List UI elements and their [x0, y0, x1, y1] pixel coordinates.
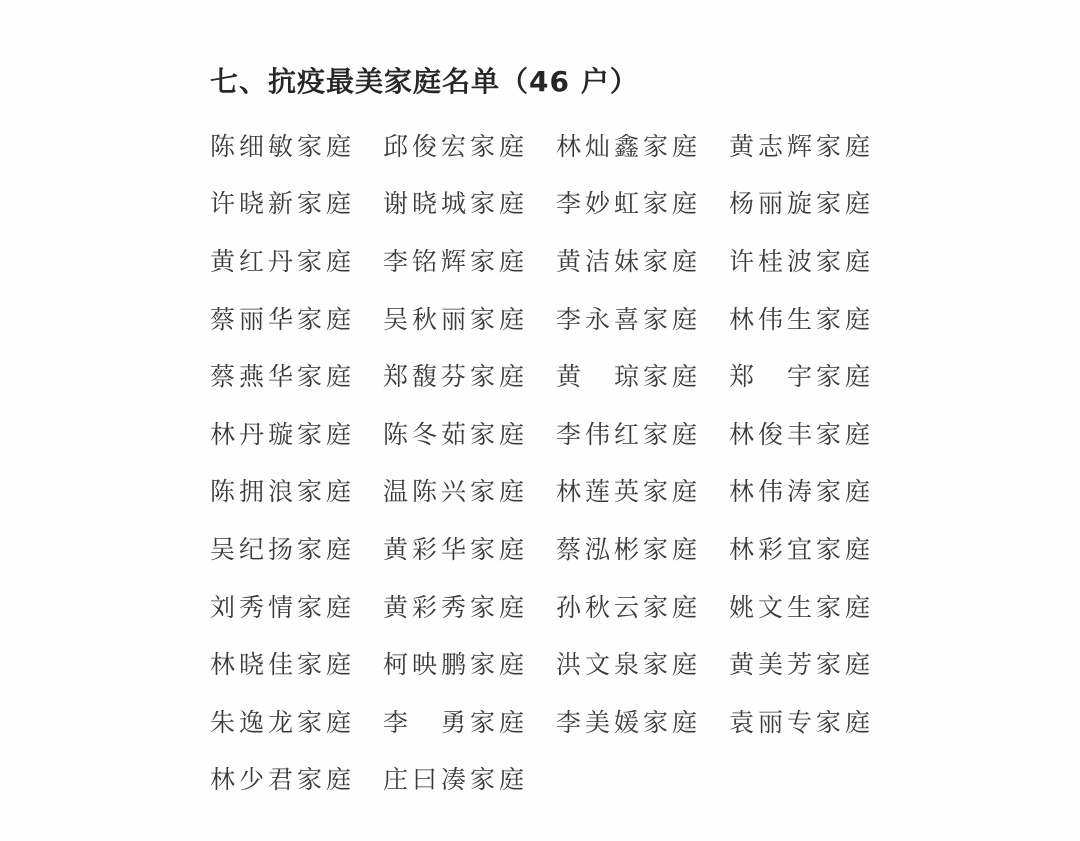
- family-name: 庄曰凑家庭: [383, 765, 529, 795]
- family-name: 邱俊宏家庭: [383, 131, 529, 161]
- family-name: 吴纪扬家庭: [210, 534, 356, 564]
- family-name-list: [210, 118, 902, 809]
- family-name: 黄美芳家庭: [729, 650, 875, 680]
- family-name: 许桂波家庭: [729, 246, 875, 276]
- family-name: 林伟生家庭: [729, 304, 875, 334]
- family-name: 林伟涛家庭: [729, 477, 875, 507]
- family-name: 黄彩华家庭: [383, 534, 529, 564]
- family-name: 温陈兴家庭: [383, 477, 529, 507]
- family-name: 蔡泓彬家庭: [556, 534, 702, 564]
- family-name: 黄志辉家庭: [729, 131, 875, 161]
- family-name: 陈冬茹家庭: [383, 419, 529, 449]
- family-name: 郑 宇家庭: [729, 362, 875, 392]
- family-name: 孙秋云家庭: [556, 592, 702, 622]
- family-name: 林灿鑫家庭: [556, 131, 702, 161]
- family-name: 陈细敏家庭: [210, 131, 356, 161]
- family-name: 许晓新家庭: [210, 189, 356, 219]
- family-name: 李 勇家庭: [383, 707, 529, 737]
- family-name: 姚文生家庭: [729, 592, 875, 622]
- family-name: 林莲英家庭: [556, 477, 702, 507]
- family-name: 林少君家庭: [210, 765, 356, 795]
- family-name: 刘秀情家庭: [210, 592, 356, 622]
- family-name: 李永喜家庭: [556, 304, 702, 334]
- family-name: 黄洁妹家庭: [556, 246, 702, 276]
- family-name: 袁丽专家庭: [729, 707, 875, 737]
- family-name: 洪文泉家庭: [556, 650, 702, 680]
- family-name: 杨丽旋家庭: [729, 189, 875, 219]
- section-title: 七、抗疫最美家庭名单（46 户）: [210, 65, 639, 98]
- family-name: 柯映鹏家庭: [383, 650, 529, 680]
- family-name: 蔡燕华家庭: [210, 362, 356, 392]
- family-name: 林彩宜家庭: [729, 534, 875, 564]
- family-name: 李伟红家庭: [556, 419, 702, 449]
- family-name: 李铭辉家庭: [383, 246, 529, 276]
- family-name: 朱逸龙家庭: [210, 707, 356, 737]
- family-name: 黄彩秀家庭: [383, 592, 529, 622]
- family-name: 黄红丹家庭: [210, 246, 356, 276]
- family-name: 黄 琼家庭: [556, 362, 702, 392]
- family-name: 谢晓城家庭: [383, 189, 529, 219]
- family-name: 吴秋丽家庭: [383, 304, 529, 334]
- family-name: 林丹璇家庭: [210, 419, 356, 449]
- family-name: 蔡丽华家庭: [210, 304, 356, 334]
- family-name: 林晓佳家庭: [210, 650, 356, 680]
- family-name: 李美媛家庭: [556, 707, 702, 737]
- family-name: 陈拥浪家庭: [210, 477, 356, 507]
- family-name: 郑馥芬家庭: [383, 362, 529, 392]
- family-name: 林俊丰家庭: [729, 419, 875, 449]
- family-name: 李妙虹家庭: [556, 189, 702, 219]
